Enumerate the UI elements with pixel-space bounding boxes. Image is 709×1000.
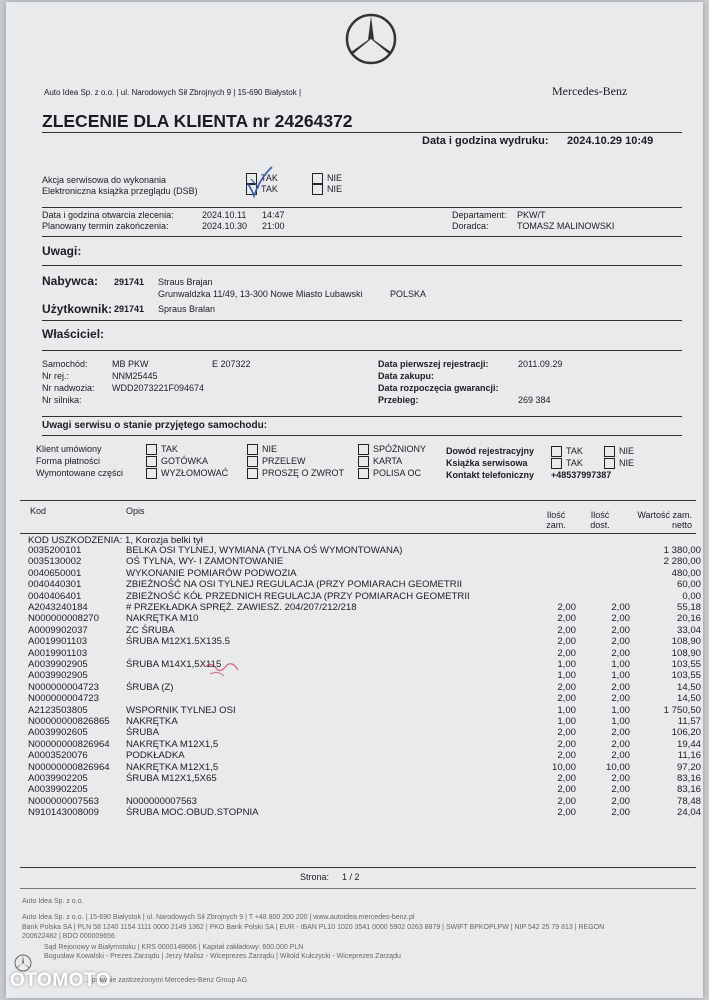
footer-court: Sąd Rejonowy w Białymstoku | KRS 0000148666 | Kapitał zakładowy: 600.000 PLN [44,944,304,951]
checkbox-icon [312,173,323,184]
order-title: ZLECENIE DLA KLIENTA nr 24264372 [42,111,353,131]
item-qty-ordered: 1,00 [557,716,576,727]
item-code: A0019901103 [28,636,88,648]
item-net-value: 97,20 [676,761,701,773]
footer-board: Bogusław Kowalski - Prezes Zarządu | Jerzy Malisz - Wiceprezes Zarządu | Witold Kułczycki - Wiceprezes Zarządu [44,953,401,960]
footer-contact: Auto Idea Sp. z o.o. | 15-690 Białystok | ul. Narodowych Sił Zbrojnych 9 | T +48 800 200 200 | www.autoidea.mercedes-benz.pl [22,914,415,921]
payment-card-option[interactable]: KARTA [358,456,402,467]
registration-doc-label: Dowód rejestracyjny [446,446,535,456]
item-qty-delivered: 10,00 [605,761,630,773]
table-row [16,590,701,603]
phone-contact-label: Kontakt telefoniczny [446,470,535,480]
remarks-label: Uwagi: [42,244,82,258]
item-code: 0040440301 [28,579,82,591]
item-net-value: 33,04 [676,624,701,636]
item-description: NAKRĘTKA M10 [126,613,199,625]
table-row [16,716,701,728]
item-qty-ordered: 2,00 [557,807,576,819]
brand-name: Mercedes-Benz [552,84,628,98]
service-action-label: Akcja serwisowa do wykonania [42,175,167,185]
page-label: Strona: [300,872,330,882]
item-qty-delivered: 1,00 [611,670,630,682]
buyer-country: POLSKA [390,289,427,299]
item-description: PODKŁADKA [126,750,185,762]
item-code: N000000007563 [28,795,99,807]
table-row [16,647,701,660]
service-book-tak-option[interactable]: TAK [551,458,583,469]
engine-label: Nr silnika: [42,395,82,405]
item-qty-ordered: 2,00 [557,784,576,796]
item-net-value: 19,44 [676,738,701,750]
open-date-label: Data i godzina otwarcia zlecenia: [42,210,174,220]
buyer-label: Nabywca: [42,274,99,288]
item-qty-delivered: 2,00 [611,602,630,613]
item-qty-ordered: 2,00 [557,727,576,739]
item-qty-delivered: 2,00 [611,784,630,796]
item-qty-delivered: 1,00 [611,704,630,716]
item-description: # PRZEKŁADKA SPRĘŻ. ZAWIESZ. 204/207/212/218 [126,602,357,613]
item-code: N00000000826964 [28,761,110,773]
phone-contact-value: +48537997387 [551,470,612,480]
checkbox-icon [247,468,258,479]
checkbox-icon [358,444,369,455]
service-book-label: Książka serwisowa [446,458,528,468]
item-net-value: 103,55 [671,670,701,682]
checkbox-icon [146,456,157,467]
table-row [16,795,701,808]
checkbox-icon [247,456,258,467]
checkbox-icon [604,458,615,469]
table-row [16,727,701,739]
table-row [16,636,701,648]
item-code: A2043240184 [28,602,88,613]
checkbox-icon [358,456,369,467]
checkbox-icon [358,468,369,479]
col-header-code: Kod [30,506,47,516]
checkbox-icon [247,444,258,455]
col-header-description: Opis [126,506,145,516]
registration-doc-tak-option[interactable]: TAK [551,446,583,457]
item-qty-ordered: 10,00 [551,761,576,773]
dsb-label: Elektroniczna książka przeglądu (DSB) [42,186,198,196]
item-code: A0039902605 [28,727,88,739]
registration-value: NNM25445 [112,371,158,381]
table-row [16,738,701,751]
payment-transfer-option[interactable]: PRZELEW [247,456,306,467]
item-qty-delivered: 1,00 [611,716,630,727]
table-row [16,750,701,762]
item-net-value: 83,16 [676,773,701,784]
first-registration-value: 2011.09.29 [518,359,563,369]
vin-label: Nr nadwozia: [42,383,95,393]
table-row [16,670,701,682]
item-code: A0003520076 [28,750,88,762]
item-code: 0035200101 [28,545,82,556]
item-code: N000000008270 [28,613,99,625]
item-description: ZC ŚRUBA [126,624,175,636]
buyer-id: 291741 [114,277,145,287]
vin-value: WDD2073221F094674 [112,383,205,393]
checkbox-icon [146,468,157,479]
purchase-date-label: Data zakupu: [378,371,435,381]
table-row [16,602,701,614]
table-row [16,704,701,717]
checkbox-icon [146,444,157,455]
parts-return-option[interactable]: PROSZĘ O ZWROT [247,468,344,479]
item-net-value: 108,90 [671,647,701,659]
item-net-value: 55,18 [676,602,701,613]
col-header-qty-ordered: Ilość zam. [546,510,566,530]
first-registration-label: Data pierwszej rejestracji: [378,359,489,369]
service-nie-option[interactable]: NIE [312,173,342,184]
department-value: PKW/T [517,210,546,220]
item-code: A0019901103 [28,647,88,659]
item-code: 0040650001 [28,567,82,579]
item-code: N00000000826865 [28,716,110,727]
item-qty-ordered: 1,00 [557,704,576,716]
mileage-label: Przebieg: [378,395,419,405]
item-code: N000000004723 [28,681,99,693]
mileage-value: 269 384 [518,395,551,405]
payment-oc-policy-option[interactable]: POLISA OC [358,468,421,479]
company-address-line: Auto Idea Sp. z o.o. | ul. Narodowych Sił Zbrojnych 9 | 15-690 Białystok | [44,88,302,97]
item-code: A2123503805 [28,704,88,716]
checkbox-icon [551,446,562,457]
item-net-value: 106,20 [671,727,701,739]
vehicle-state-label: Uwagi serwisu o stanie przyjętego samochodu: [42,420,268,431]
checkbox-icon [312,184,323,195]
footer-company: Auto Idea Sp. z o.o. [22,898,84,905]
item-qty-delivered: 2,00 [611,727,630,739]
item-qty-delivered: 2,00 [611,795,630,807]
car-model: E 207322 [212,359,251,369]
item-description: ŚRUBA [126,727,160,739]
department-label: Departament: [452,210,507,220]
buyer-address: Grunwaldzka 11/49, 13-300 Nowe Miasto Lubawski [158,289,363,299]
item-net-value: 11,16 [677,750,701,762]
item-code: N910143008009 [28,807,99,819]
item-qty-delivered: 2,00 [611,738,630,750]
item-qty-ordered: 2,00 [557,602,576,613]
open-date-value: 2024.10.11 [202,210,247,220]
print-date-value: 2024.10.29 10:49 [567,135,654,147]
item-description: ZBIEŻNOŚĆ KÓŁ PRZEDNICH REGULACJA (PRZY POMIARACH GEOMETRII [126,590,470,602]
footer-trademark: ... prawnie zastrzeżonymi Mercedes-Benz Group AG. [84,977,249,984]
item-net-value: 0,00 [682,590,701,602]
item-qty-ordered: 2,00 [557,624,576,636]
item-net-value: 83,16 [676,784,701,796]
item-description: ZBIEŻNOŚĆ NA OSI TYLNEJ REGULACJA (PRZY POMIARACH GEOMETRII [126,579,463,591]
item-description: ŚRUBA M12X1,5X65 [126,773,217,784]
warranty-start-label: Data rozpoczęcia gwarancji: [378,383,499,393]
checkbox-icon [551,458,562,469]
footer-bank: Bank Polska SA | PLN 58 1240 1154 1111 0000 2149 1362 | PKO Bank Polski SA | EUR - IBAN PL10 1020 3541 0000 5902 0263 8879 | SWIFT BPKOPLPW | NIP 542 25 79 813 | REGON [22,924,605,931]
planned-end-date: 2024.10.30 [202,221,248,231]
table-row [16,545,701,557]
item-description: NAKRĘTKA M12X1,5 [126,738,219,750]
item-qty-delivered: 2,00 [611,681,630,693]
appointment-tak-option[interactable]: TAK [146,444,178,455]
item-qty-delivered: 2,00 [611,636,630,648]
item-qty-ordered: 2,00 [557,738,576,750]
item-qty-ordered: 2,00 [557,773,576,784]
item-net-value: 480,00 [671,567,701,579]
dsb-tak-option[interactable]: TAK [246,184,278,195]
item-code: A0039902905 [28,670,88,682]
print-date-label: Data i godzina wydruku: [422,135,549,147]
table-row [16,556,701,568]
registration-label: Nr rej.: [42,371,69,381]
col-header-qty-delivered: Ilość dost. [590,510,610,530]
user-id: 291741 [114,304,145,314]
checkbox-icon [604,446,615,457]
item-qty-ordered: 2,00 [557,750,576,762]
appointment-late-option[interactable]: SPÓŹNIONY [358,444,426,455]
table-row [16,681,701,694]
item-qty-delivered: 2,00 [611,624,630,636]
table-row [16,567,701,580]
payment-form-label: Forma płatności [36,456,101,466]
item-qty-delivered: 2,00 [611,693,630,705]
table-row [16,579,701,591]
item-qty-ordered: 2,00 [557,636,576,648]
item-qty-delivered: 2,00 [611,613,630,625]
item-net-value: 1 750,50 [663,704,701,716]
item-code: N00000000826964 [28,738,110,750]
item-code: A0039902205 [28,773,88,784]
user-label: Użytkownik: [42,302,113,316]
item-qty-delivered: 2,00 [611,807,630,819]
item-description: OŚ TYLNA, WY- I ZAMONTOWANIE [126,556,284,568]
advisor-label: Doradca: [452,221,489,231]
item-description: NAKRĘTKA M12X1,5 [126,761,219,773]
table-row [16,693,701,705]
damage-code: KOD USZKODZENIA: 1, Korozja belki tył [28,535,203,546]
item-code: 0035130002 [28,556,82,568]
item-net-value: 24,04 [676,807,701,819]
item-qty-ordered: 1,00 [557,670,576,682]
item-qty-ordered: 2,00 [557,613,576,625]
service-book-nie-option[interactable]: NIE [604,458,634,469]
item-net-value: 78,48 [676,795,701,807]
item-code: 0040406401 [28,590,82,602]
item-code: A0039902205 [28,784,88,796]
table-row [16,784,701,796]
item-net-value: 60,00 [676,579,701,591]
buyer-name: Straus Brajan [158,277,213,287]
document-page [6,2,703,998]
item-description: ŚRUBA (Z) [126,681,174,693]
removed-parts-label: Wymontowane części [36,468,123,478]
item-description: N000000007563 [126,795,197,807]
item-description: WSPORNIK TYLNEJ OSI [126,704,236,716]
item-description: WYKONANIE POMIARÓW PODWOZIA [126,567,297,579]
table-row [16,613,701,625]
open-time-value: 14:47 [262,210,285,220]
red-stamp-mark-icon [202,658,246,680]
handwritten-check-mark-icon [242,164,276,200]
page-number: 1 / 2 [342,872,360,882]
item-description: ŚRUBA M12X1.5X135.5 [126,636,230,648]
advisor-value: TOMASZ MALINOWSKI [517,221,615,231]
item-net-value: 2 280,00 [663,556,701,568]
item-code: A0039902905 [28,659,88,670]
item-qty-delivered: 2,00 [611,773,630,784]
item-code: N000000004723 [28,693,99,705]
item-net-value: 14,50 [676,693,701,705]
item-net-value: 103,55 [671,659,701,670]
footer-bdo: 200622482 | BDO 000009656 [22,933,115,940]
item-qty-delivered: 2,00 [611,647,630,659]
item-net-value: 14,50 [676,681,701,693]
item-description: BELKA OSI TYLNEJ, WYMIANA (TYLNA OŚ WYMONTOWANA) [126,545,403,556]
table-row [16,761,701,774]
car-value: MB PKW [112,359,149,369]
item-qty-ordered: 2,00 [557,795,576,807]
item-net-value: 20,16 [676,613,701,625]
item-description: ŚRUBA M14X1,5X115 [126,659,222,670]
payment-cash-option[interactable]: GOTÓWKA [146,456,208,467]
user-name: Spraus Bralan [158,304,216,314]
item-qty-ordered: 2,00 [557,647,576,659]
table-row [16,624,701,637]
planned-end-time: 21:00 [262,221,285,231]
planned-end-label: Planowany termin zakończenia: [42,221,169,231]
parts-scrap-option[interactable]: WYZŁOMOWAĆ [146,468,228,479]
table-row [16,659,701,671]
item-net-value: 1 380,00 [663,545,701,556]
appointment-label: Klient umówiony [36,444,102,454]
item-description: NAKRĘTKA [126,716,178,727]
item-net-value: 11,57 [677,716,701,727]
appointment-nie-option[interactable]: NIE [247,444,277,455]
item-description: ŚRUBA MOC.OBUD.STOPNIA [126,807,259,819]
item-net-value: 108,90 [671,636,701,648]
table-row [16,807,701,819]
mercedes-star-logo [344,12,398,66]
service-tak-option[interactable]: TAK [246,173,278,184]
item-qty-ordered: 1,00 [557,659,576,670]
registration-doc-nie-option[interactable]: NIE [604,446,634,457]
watermark: OTOMOTO [10,970,111,991]
col-header-net-value: Wartość zam. netto [637,510,692,530]
dsb-nie-option[interactable]: NIE [312,184,342,195]
owner-label: Właściciel: [42,327,105,341]
item-qty-delivered: 1,00 [611,659,630,670]
item-code: A0009902037 [28,624,88,636]
item-qty-ordered: 2,00 [557,681,576,693]
table-row [16,773,701,785]
car-label: Samochód: [42,359,88,369]
item-qty-ordered: 2,00 [557,693,576,705]
item-qty-delivered: 2,00 [611,750,630,762]
